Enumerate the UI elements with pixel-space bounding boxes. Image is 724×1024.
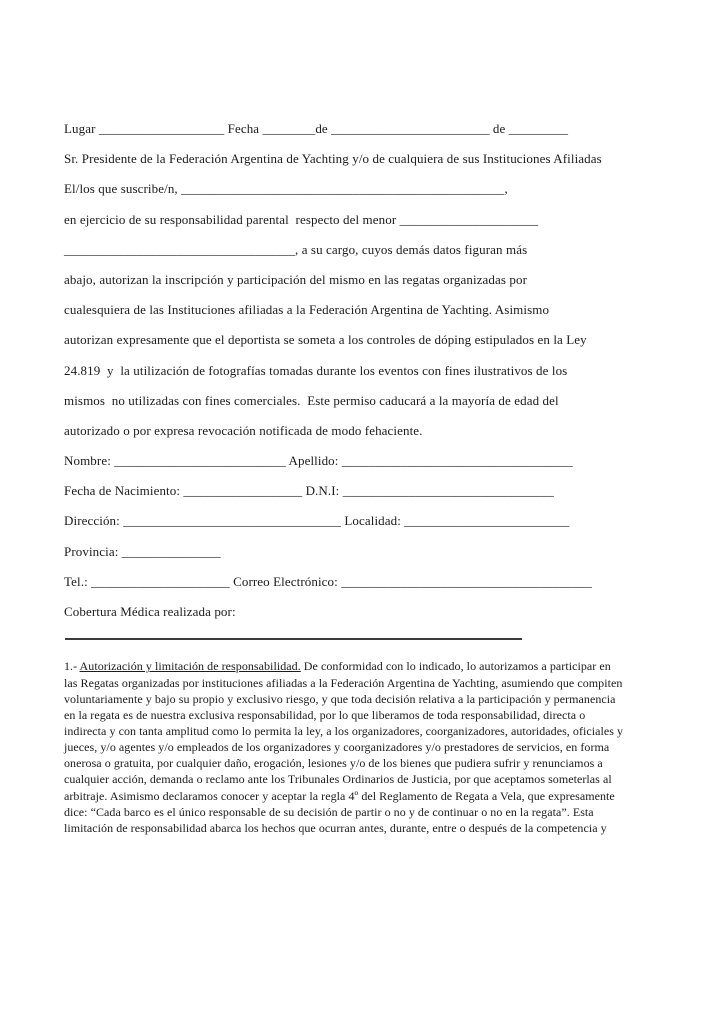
- line-photos-usage: 24.819 y la utilización de fotografías tomadas durante los eventos con fines ilustrativos de los: [64, 362, 568, 378]
- line-parental-responsibility: en ejercicio de su responsabilidad parental respecto del menor _____________________: [64, 211, 539, 227]
- clause-line1-rest: De conformidad con lo indicado, lo autorizamos a participar en: [300, 659, 611, 674]
- medical-coverage-blank-line: [64, 627, 666, 657]
- clause-line: las Regatas organizadas por instituciones afiliadas a la Federación Argentina de Yachting, asumiendo que compiten: [64, 675, 623, 690]
- field-line-tel-email: Tel.: _____________________ Correo Electrónico: ______________________________________: [64, 573, 593, 589]
- line-doping-controls: autorizan expresamente que el deportista se someta a los controles de dóping estipulados en la Ley: [64, 332, 587, 348]
- clause-1-liability: [64, 658, 666, 836]
- field-line-nombre-apellido: Nombre: __________________________ Apellido: ___________________________________: [64, 453, 573, 469]
- line-authorize-registration: abajo, autorizan la inscripción y participación del mismo en las regatas organizadas por: [64, 271, 528, 287]
- clause-line: jueces, y/o agentes y/o empleados de los organizadores y coorganizadores y/o prestadores de servicios, en forma: [64, 740, 610, 755]
- line-minor-name-continued: ___________________________________, a su cargo, cuyos demás datos figuran más: [64, 241, 528, 257]
- line-lugar-fecha: Lugar ___________________ Fecha ________de ________________________ de _________: [64, 121, 569, 136]
- field-line-provincia: Provincia: _______________: [64, 543, 221, 559]
- blank-rule: [65, 638, 522, 640]
- clause-line: [64, 658, 666, 674]
- clause-number: 1.-: [64, 659, 80, 674]
- clause-line: onerosa o gratuita, por cualquier daño, erogación, lesiones y/o de los bienes que pudiera sufrir y renunciamos a: [64, 756, 603, 771]
- line-signatories: El/los que suscribe/n, _________________________________________________,: [64, 181, 508, 197]
- clause-title: Autorización y limitación de responsabilidad.: [79, 659, 301, 674]
- line-addressee: Sr. Presidente de la Federación Argentina de Yachting y/o de cualquiera de sus Instituciones Afiliadas: [64, 151, 602, 167]
- clause-line: cualquier acción, demanda o reclamo ante los Tribunales Ordinarios de Justicia, por que aceptamos someterlas al: [64, 772, 612, 787]
- clause-line: arbitraje. Asimismo declaramos conocer y aceptar la regla 4º del Reglamento de Regata a Vela, que expresamente: [64, 788, 615, 803]
- clause-line: en la regata es de nuestra exclusiva responsabilidad, por lo que liberamos de toda responsabilidad, directa o: [64, 707, 586, 722]
- clause-line: dice: “Cada barco es el único responsable de su decisión de partir o no y de continuar o no en la regata”. Esta: [64, 804, 594, 819]
- line-cobertura-medica: Cobertura Médica realizada por:: [64, 604, 236, 619]
- line-permit-expiry: mismos no utilizadas con fines comerciales. Este permiso caducará a la mayoría de edad del: [64, 392, 559, 408]
- field-line-nacimiento-dni: Fecha de Nacimiento: __________________ D.N.I: ________________________________: [64, 483, 554, 499]
- clause-line: limitación de responsabilidad abarca los hechos que ocurran antes, durante, entre o después de la competencia y: [64, 820, 607, 835]
- clause-line: voluntariamente y bajo su propio y exclusivo riesgo, y que toda decisión relativa a la participación y permanencia: [64, 691, 616, 706]
- field-line-direccion-localidad: Dirección: _________________________________ Localidad: _________________________: [64, 513, 570, 529]
- line-revocation: autorizado o por expresa revocación notificada de modo fehaciente.: [64, 422, 423, 438]
- line-affiliated-institutions: cualesquiera de las Instituciones afiliadas a la Federación Argentina de Yachting. Asimismo: [64, 302, 550, 318]
- clause-line: indirecta y con tanta amplitud como lo permita la ley, a los organizadores, coorganizadores, autoridades, oficiales y: [64, 724, 624, 738]
